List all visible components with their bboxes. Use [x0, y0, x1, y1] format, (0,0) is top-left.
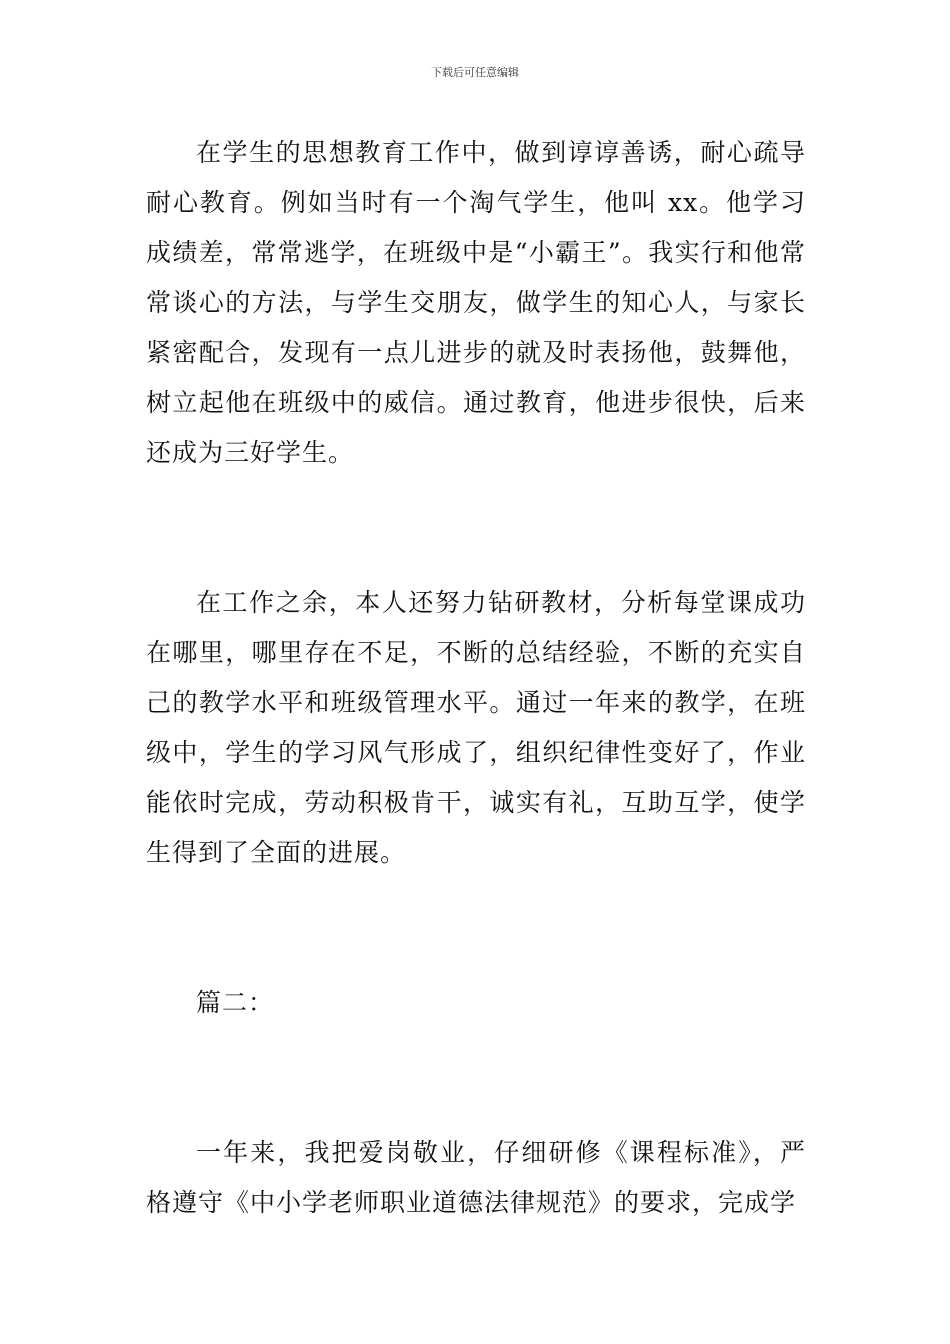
page-header: 下载后可任意编辑 [431, 66, 519, 79]
section-heading: 篇二： [196, 988, 275, 1017]
paragraph-student-education: 在学生的思想教育工作中，做到谆谆善诱，耐心疏导耐心教育。例如当时有一个淘气学生，他叫 xx。他学习成绩差，常常逃学，在班级中是“小霸王”。我实行和他常常谈心的方法，与学生交朋友，做学生的知心人，与家长紧密配合，发现有一点儿进步的就及时表扬他，鼓舞他，树立起他在班级中的威信。通过教育，他进步很快，后来还成为三好学生。 [146, 138, 806, 467]
paragraph-teaching-reflection: 在工作之余，本人还努力钻研教材，分析每堂课成功在哪里，哪里存在不足，不断的总结经验，不断的充实自己的教学水平和班级管理水平。通过一年来的教学，在班级中，学生的学习风气形成了，组织纪律性变好了，作业能依时完成，劳动积极肯干，诚实有礼，互助互学，使学生得到了全面的进展。 [146, 588, 806, 867]
paragraph-spacer [146, 478, 806, 578]
paragraph-spacer [146, 1028, 806, 1128]
paragraph-dedication: 一年来，我把爱岗敬业，仔细研修《课程标准》，严格遵守《中小学老师职业道德法律规范》的要求，完成学 [146, 1138, 806, 1217]
paragraph-spacer [146, 878, 806, 978]
document-body [146, 128, 806, 1228]
